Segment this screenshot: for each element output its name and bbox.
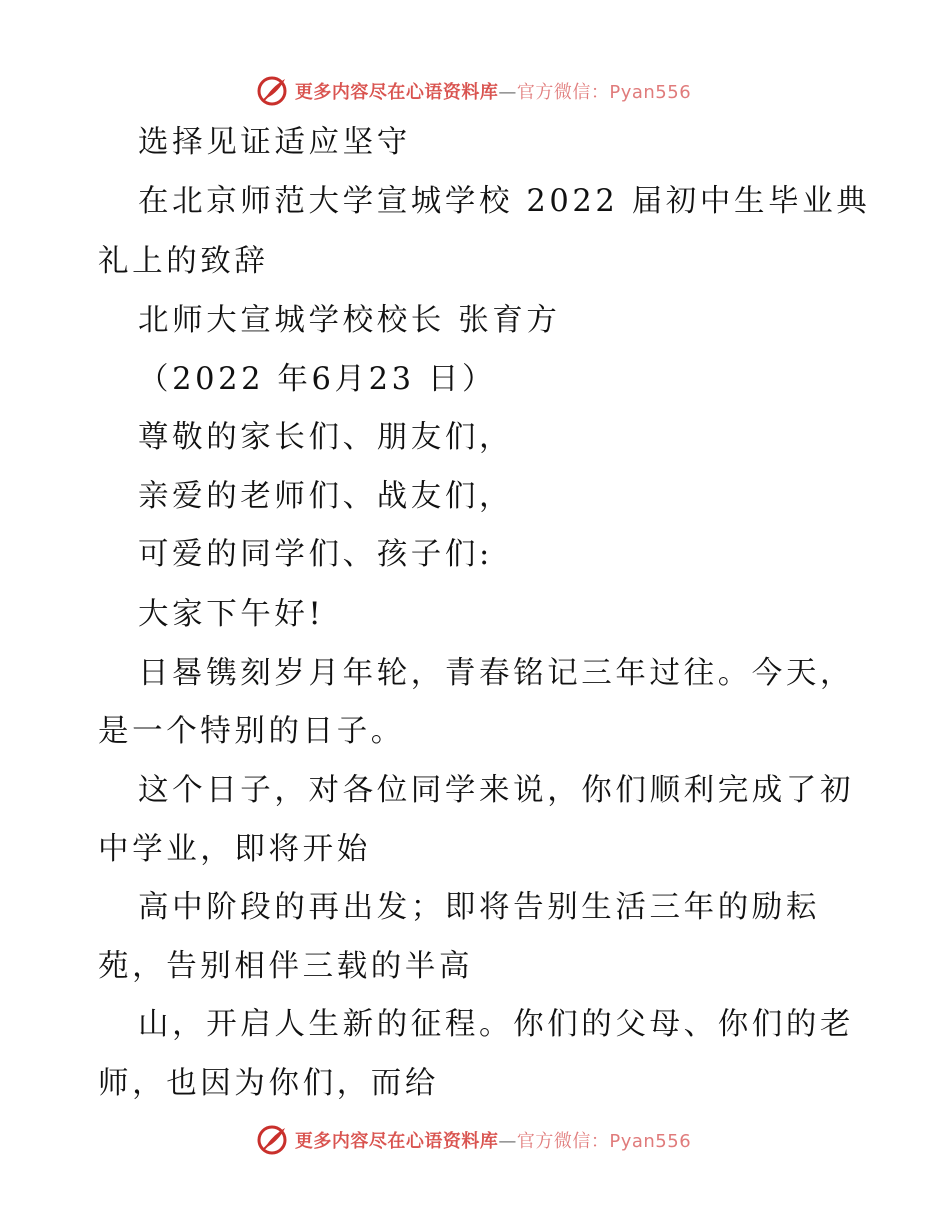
doc-subtitle-2: 礼上的致辞 xyxy=(98,244,269,279)
footer-banner-inner xyxy=(255,1123,691,1157)
banner-brand: 更多内容尽在心语资料库 xyxy=(294,82,499,103)
doc-paragraph-line: 中学业，即将开始 xyxy=(98,832,371,867)
header-banner-inner xyxy=(255,74,691,108)
doc-salutation-1: 尊敬的家长们、朋友们， xyxy=(138,420,514,455)
doc-salutation-2: 亲爱的老师们、战友们， xyxy=(138,479,514,514)
feather-pen-logo-icon xyxy=(255,1123,289,1157)
doc-paragraph-line: 高中阶段的再出发；即将告别生活三年的励耘 xyxy=(138,890,820,925)
footer-banner-text xyxy=(295,1127,691,1153)
doc-paragraph-line: 日晷镌刻岁月年轮，青春铭记三年过往。今天， xyxy=(138,656,855,691)
doc-paragraph-line: 师，也因为你们，而给 xyxy=(98,1066,439,1101)
doc-paragraph-line: 是一个特别的日子。 xyxy=(98,714,405,749)
doc-greeting: 大家下午好! xyxy=(138,597,325,632)
banner-separator: — xyxy=(498,82,517,103)
doc-subtitle-1: 在北京师范大学宣城学校 2022 届初中生毕业典 xyxy=(138,184,871,219)
banner-brand: 更多内容尽在心语资料库 xyxy=(294,1131,499,1152)
footer-banner xyxy=(0,1120,950,1160)
doc-title: 选择见证适应坚守 xyxy=(138,125,411,160)
doc-author: 北师大宣城学校校长 张育方 xyxy=(138,303,561,338)
doc-date: （2022 年6月23 日） xyxy=(138,362,497,397)
doc-paragraph-line: 这个日子，对各位同学来说，你们顺利完成了初 xyxy=(138,773,855,808)
doc-paragraph-line: 山，开启人生新的征程。你们的父母、你们的老 xyxy=(138,1007,855,1042)
doc-salutation-3: 可爱的同学们、孩子们: xyxy=(138,537,493,572)
banner-wechat: 官方微信：Pyan556 xyxy=(516,82,692,103)
banner-separator: — xyxy=(498,1131,517,1152)
doc-paragraph-line: 苑，告别相伴三载的半高 xyxy=(98,949,474,984)
header-banner-text xyxy=(295,78,691,104)
banner-wechat: 官方微信：Pyan556 xyxy=(516,1131,692,1152)
header-banner xyxy=(0,71,950,111)
feather-pen-logo-icon xyxy=(255,74,289,108)
